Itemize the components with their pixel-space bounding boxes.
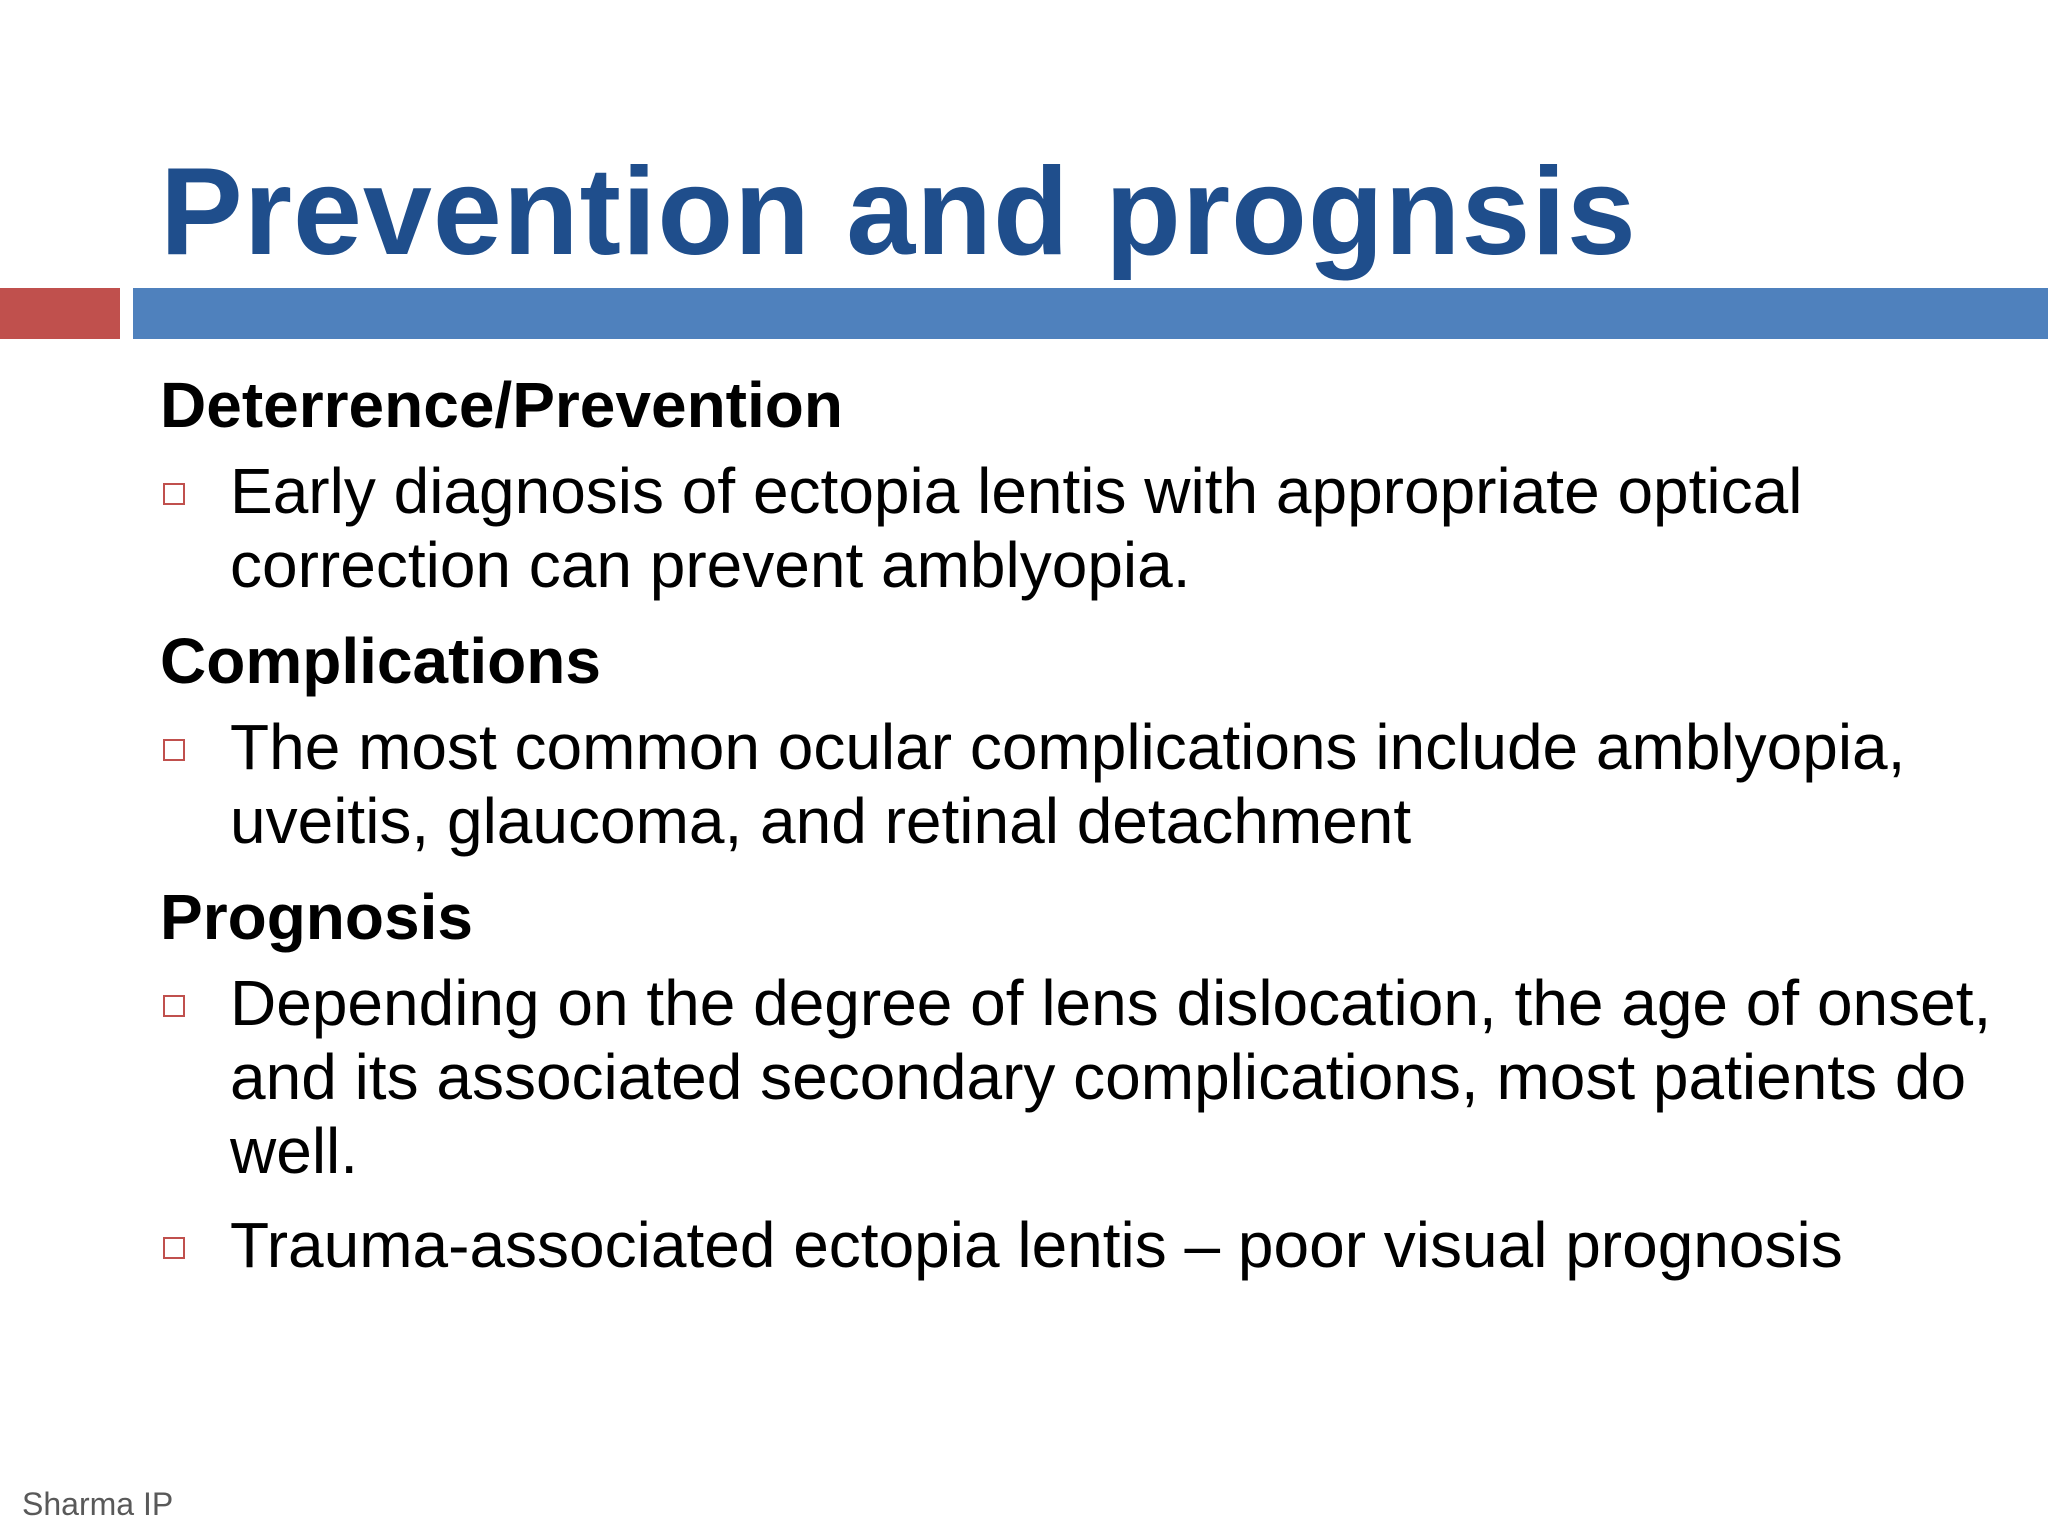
section-heading-complications: Complications (160, 625, 601, 697)
title-accent-bar-red (0, 288, 120, 339)
bullet-item (160, 966, 2000, 1188)
bullet-text: Trauma-associated ectopia lentis – poor visual prognosis (230, 1209, 1843, 1281)
section-heading-prognosis: Prognosis (160, 881, 473, 953)
square-bullet-icon (163, 483, 185, 505)
square-bullet-icon (163, 739, 185, 761)
bullet-item (160, 1208, 2000, 1282)
bullet-item (160, 454, 2000, 602)
square-bullet-icon (163, 995, 185, 1017)
title-accent-bar-blue (133, 288, 2048, 339)
footer-author: Sharma IP (22, 1486, 174, 1522)
bullet-text: Early diagnosis of ectopia lentis with appropriate optical correction can prevent amblyopia. (230, 455, 1803, 601)
slide-content (160, 366, 2000, 1302)
square-bullet-icon (163, 1237, 185, 1259)
slide-title: Prevention and prognsis (160, 143, 1637, 281)
bullet-text: The most common ocular complications include amblyopia, uveitis, glaucoma, and retinal detachment (230, 711, 1906, 857)
bullet-item (160, 710, 2000, 858)
bullet-text: Depending on the degree of lens dislocation, the age of onset, and its associated secondary complications, most patients do well. (230, 967, 1992, 1187)
section-heading-prevention: Deterrence/Prevention (160, 369, 843, 441)
